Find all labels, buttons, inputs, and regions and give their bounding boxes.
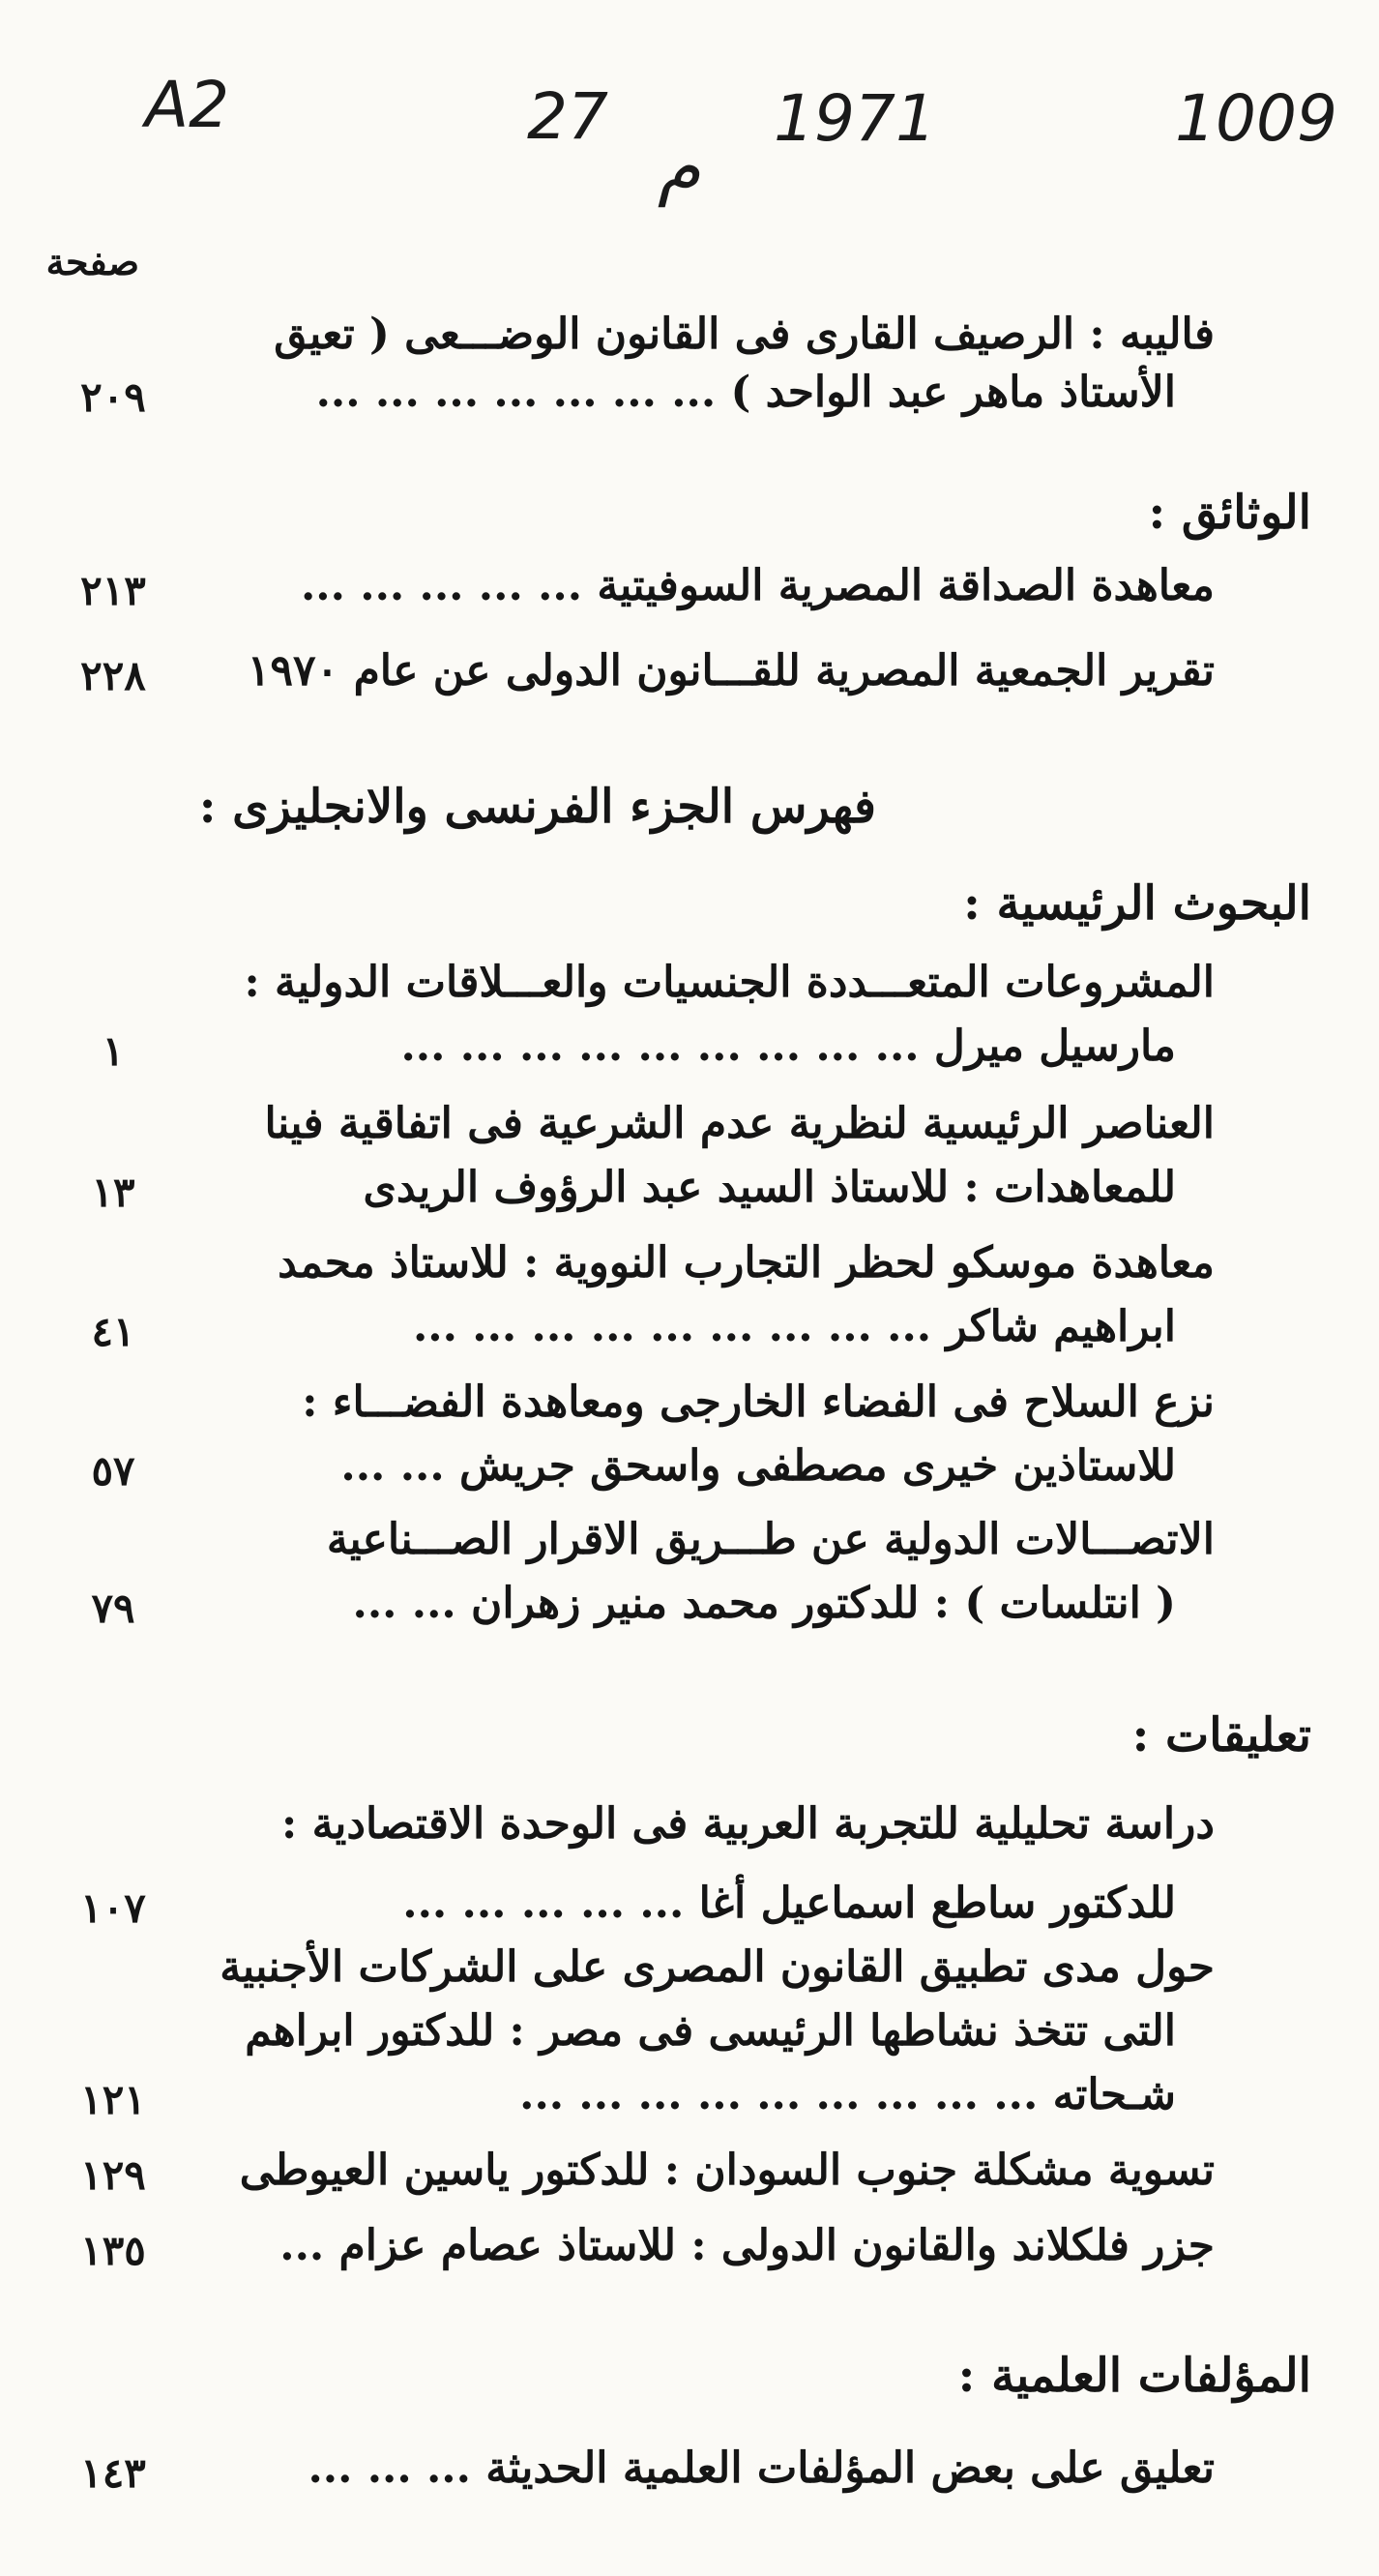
toc-entry-line: فاليبه : الرصيف القارى فى القانون الوضـــعى ( تعيق	[274, 310, 1215, 359]
toc-entry-line: مارسيل ميرل ... ... ... ... ... ... ... ... ...	[400, 1022, 1176, 1071]
toc-entry-line: جزر فلكلاند والقانون الدولى : للاستاذ عصام عزام ...	[279, 2221, 1215, 2270]
toc-page-number: ١٢١	[80, 2076, 146, 2123]
toc-entry-line: الأستاذ ماهر عبد الواحد ) ... ... ... ... ... ... ...	[315, 368, 1176, 417]
handwritten-year: 1971	[774, 81, 936, 156]
toc-entry-line: العناصر الرئيسية لنظرية عدم الشرعية فى اتفاقية فينا	[264, 1099, 1215, 1148]
toc-page-number: ٧٩	[91, 1584, 135, 1632]
section-heading-works: المؤلفات العلمية :	[957, 2349, 1311, 2403]
section-heading-documents: الوثائق :	[1148, 486, 1311, 540]
toc-entry-line: شـحاته ... ... ... ... ... ... ... ... ...	[519, 2070, 1176, 2119]
toc-entry-line: تعليق على بعض المؤلفات العلمية الحديثة ... ... ...	[308, 2443, 1215, 2493]
toc-page-number: ١٢٩	[80, 2151, 146, 2199]
handwritten-issue-number: 27	[527, 79, 608, 154]
toc-page-number: ١٣٥	[80, 2227, 146, 2274]
handwritten-ref-code: A2	[145, 68, 230, 142]
toc-entry-line: ابراهيم شاكر ... ... ... ... ... ... ... ... ...	[412, 1302, 1176, 1351]
toc-entry-line: المشروعات المتعـــددة الجنسيات والعـــلاقات الدولية :	[244, 958, 1215, 1007]
section-heading-research: البحوث الرئيسية :	[963, 876, 1311, 931]
toc-page-number: ١٤٣	[80, 2449, 146, 2497]
toc-page-number: ١٣	[91, 1169, 135, 1216]
handwritten-catalog-number: 1009	[1175, 81, 1337, 156]
toc-entry-line: معاهدة موسكو لحظر التجارب النووية : للاستاذ محمد	[278, 1238, 1215, 1288]
toc-entry-line: التى تتخذ نشاطها الرئيسى فى مصر : للدكتور ابراهم	[245, 2006, 1176, 2056]
toc-page-number: ١٠٧	[80, 1884, 146, 1932]
toc-page-number: ٢١٣	[80, 567, 146, 614]
page-column-label: صفحة	[45, 240, 139, 283]
toc-page-number: ٢٠٩	[80, 373, 146, 421]
toc-entry-line: دراسة تحليلية للتجربة العربية فى الوحدة الاقتصادية :	[281, 1799, 1215, 1849]
toc-entry-line: ( انتلسات ) : للدكتور محمد منير زهران ... ...	[352, 1579, 1176, 1628]
toc-entry-line: الاتصـــالات الدولية عن طـــريق الاقرار الصـــناعية	[326, 1515, 1215, 1564]
toc-page-number: ٢٢٨	[80, 652, 146, 699]
toc-entry-line: للمعاهدات : للاستاذ السيد عبد الرؤوف الريدى	[363, 1163, 1176, 1212]
toc-entry-line: تسوية مشكلة جنوب السودان : للدكتور ياسين العيوطى	[239, 2146, 1215, 2195]
toc-entry-line: معاهدة الصداقة المصرية السوفيتية ... ... ... ... ...	[300, 561, 1215, 610]
toc-page-number: ٤١	[91, 1308, 135, 1355]
toc-entry-line: تقرير الجمعية المصرية للقـــانون الدولى عن عام ١٩٧٠	[247, 646, 1215, 696]
section-heading-comments: تعليقات :	[1131, 1708, 1311, 1762]
toc-page-number: ١	[102, 1027, 125, 1075]
toc-entry-line: للدكتور ساطع اسماعيل أغا ... ... ... ... ...	[402, 1879, 1176, 1928]
toc-page-number: ٥٧	[91, 1447, 135, 1495]
toc-entry-line: نزع السلاح فى الفضاء الخارجى ومعاهدة الفضـــاء :	[302, 1377, 1215, 1427]
toc-entry-line: للاستاذين خيرى مصطفى واسحق جريش ... ...	[340, 1441, 1176, 1491]
handwritten-year-mark: م	[658, 126, 701, 207]
toc-entry-line: حول مدى تطبيق القانون المصرى على الشركات الأجنبية	[220, 1942, 1215, 1992]
index-heading: فهرس الجزء الفرنسى والانجليزى :	[198, 780, 876, 834]
